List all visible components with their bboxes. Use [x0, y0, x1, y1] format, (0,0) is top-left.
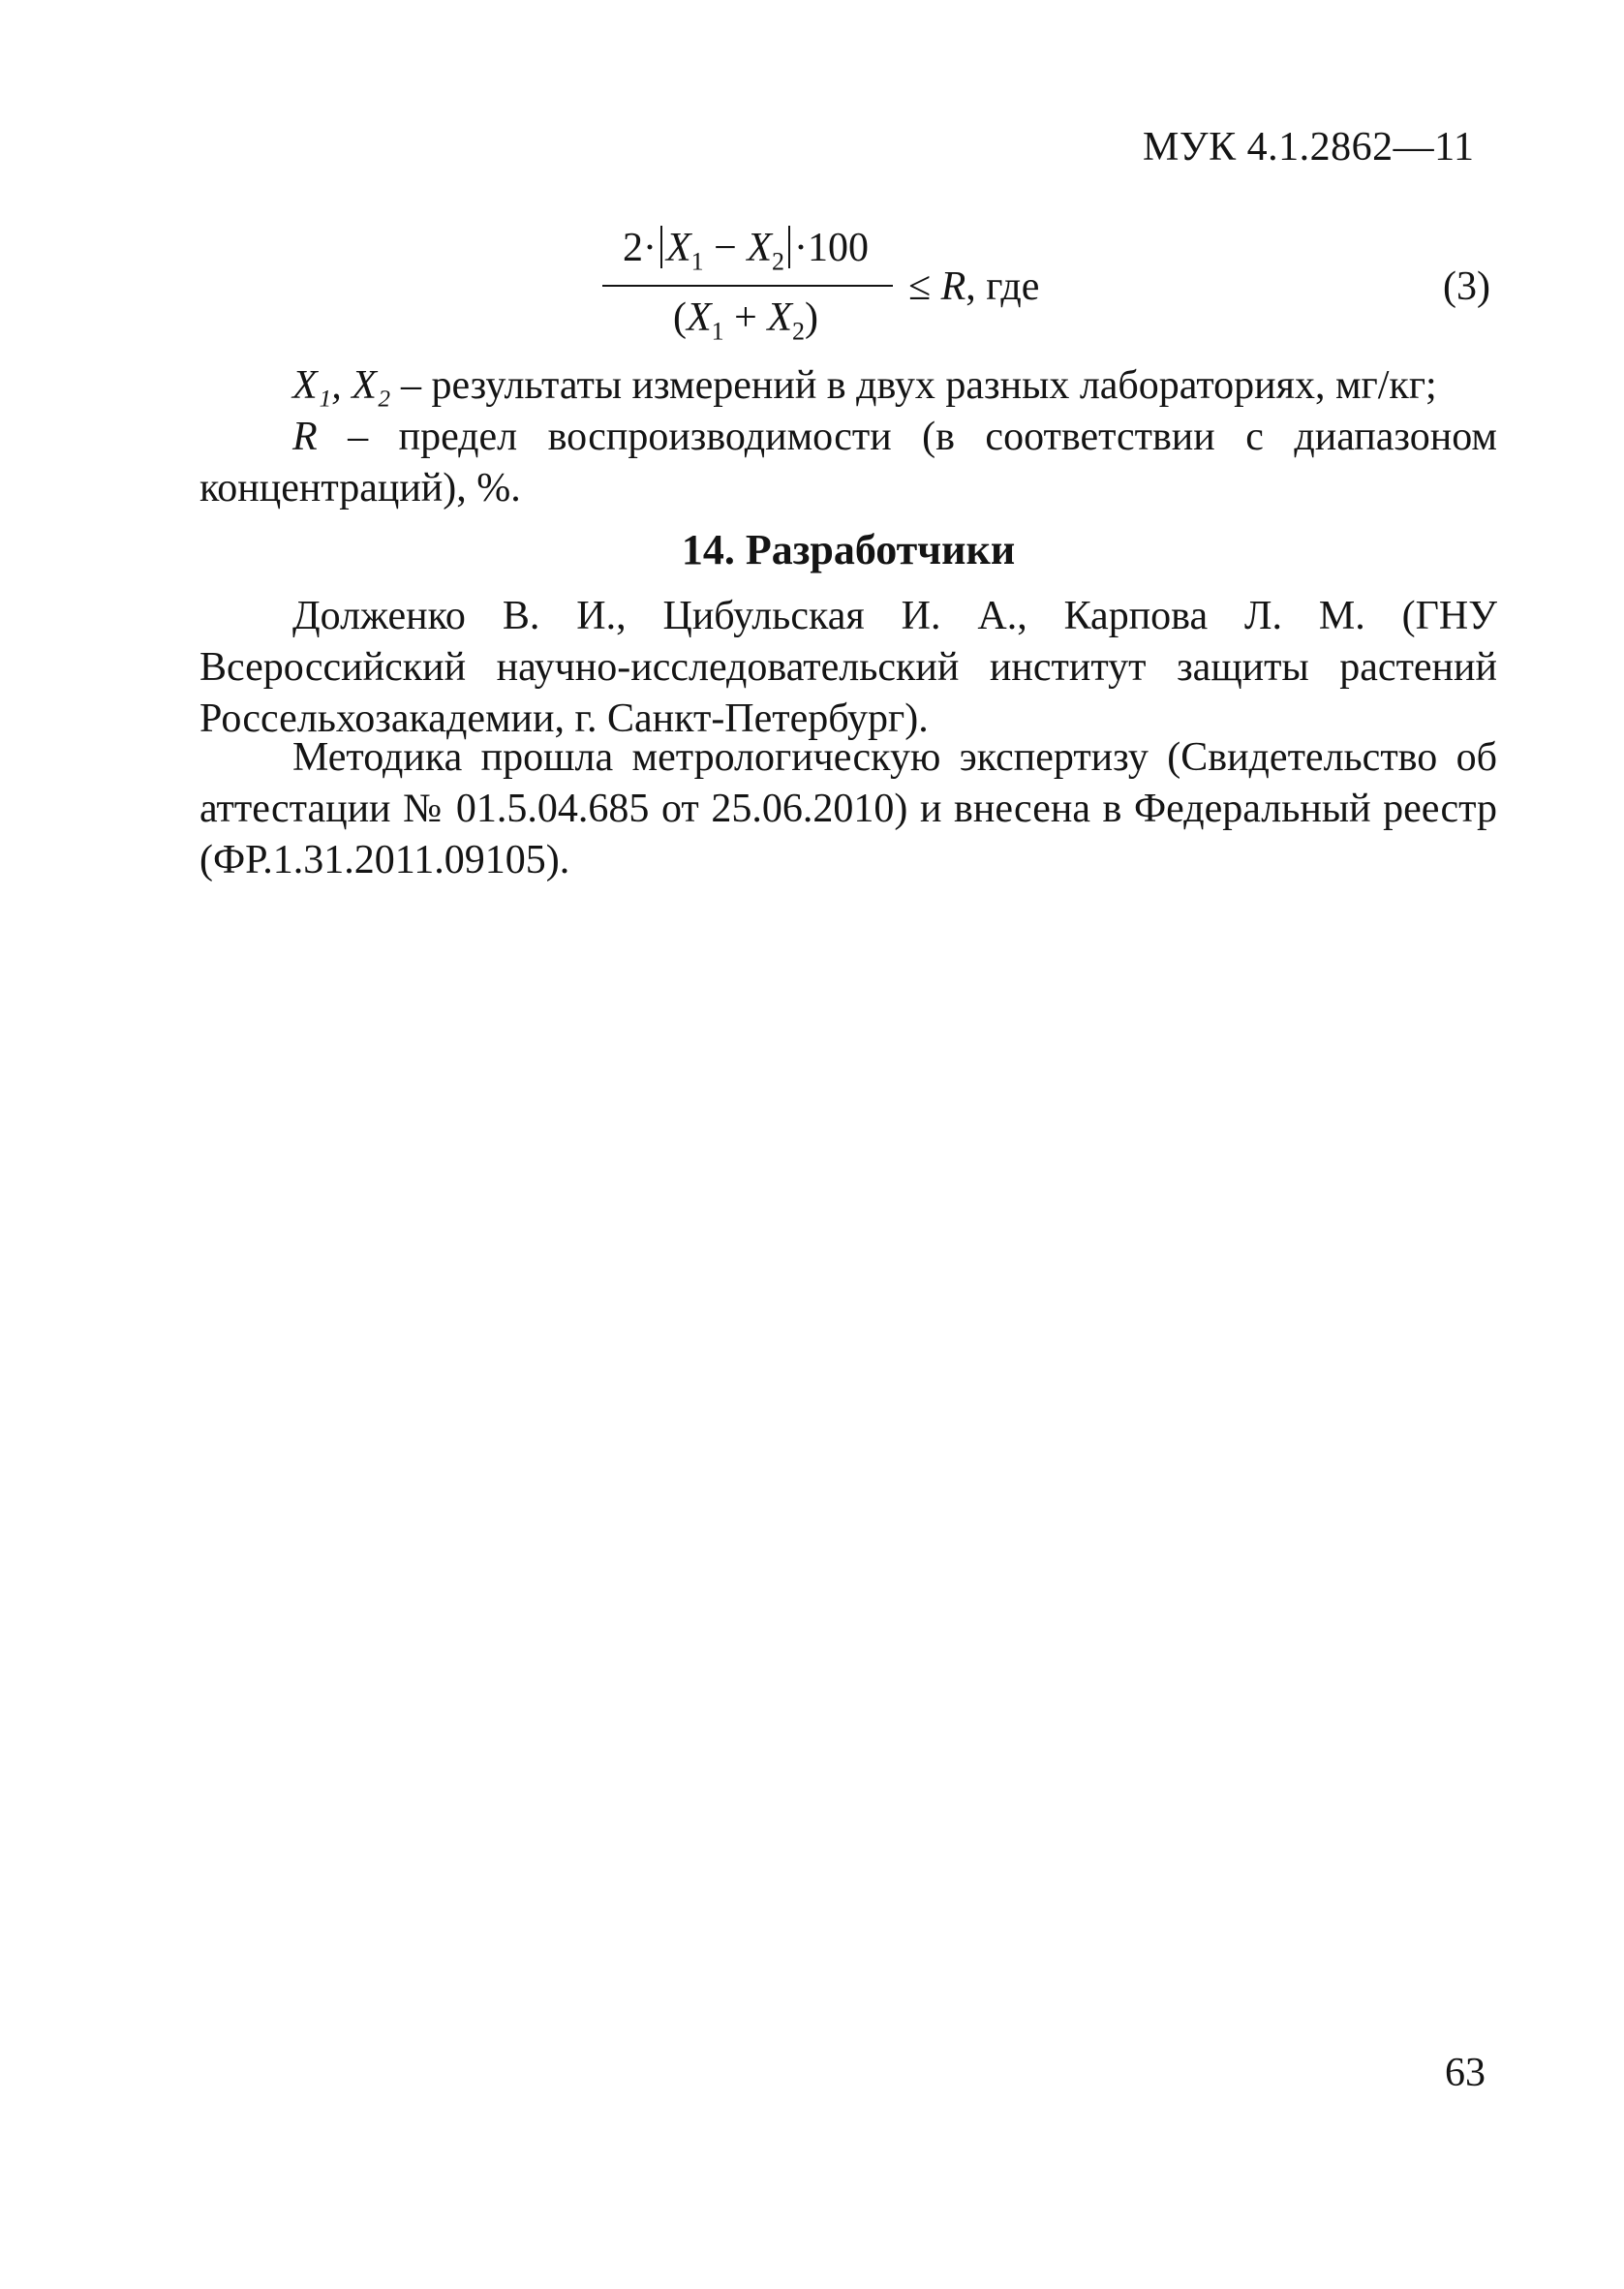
- paragraph-developers: Долженко В. И., Цибульская И. А., Карпова Л. М. (ГНУ Всероссийский научно-исследовательский институт защиты растений Россельхозакадемии, г. Санкт-Петербург).: [199, 594, 1497, 741]
- legend-x: X₁, X₂ – результаты измерений в двух разных лабораториях, мг/кг;: [292, 363, 1437, 408]
- document-code: МУК 4.1.2862—11: [1143, 125, 1475, 170]
- section-heading: 14. Разработчики: [681, 526, 1016, 573]
- fraction-line: [602, 285, 893, 287]
- formula-3: [591, 225, 1511, 360]
- equation-number: (3): [1443, 264, 1490, 309]
- page-number: 63: [1445, 2051, 1486, 2095]
- formula-denominator: $(X_1 + X_2)$: [673, 295, 818, 346]
- paragraph-certification: Методика прошла метрологическую экспертизу (Свидетельство об аттестации № 01.5.04.685 от 25.06.2010) и внесена в Федеральный реестр (ФР.1.31.2011.09105).: [199, 735, 1497, 882]
- formula-numerator: $2\cdot X_1 - X_2 \cdot 100$: [623, 226, 869, 276]
- legend-r: R – предел воспроизводимости (в соответствии с диапазоном концентраций), %.: [199, 415, 1497, 510]
- formula-relation: ≤ R, где: [908, 264, 1040, 309]
